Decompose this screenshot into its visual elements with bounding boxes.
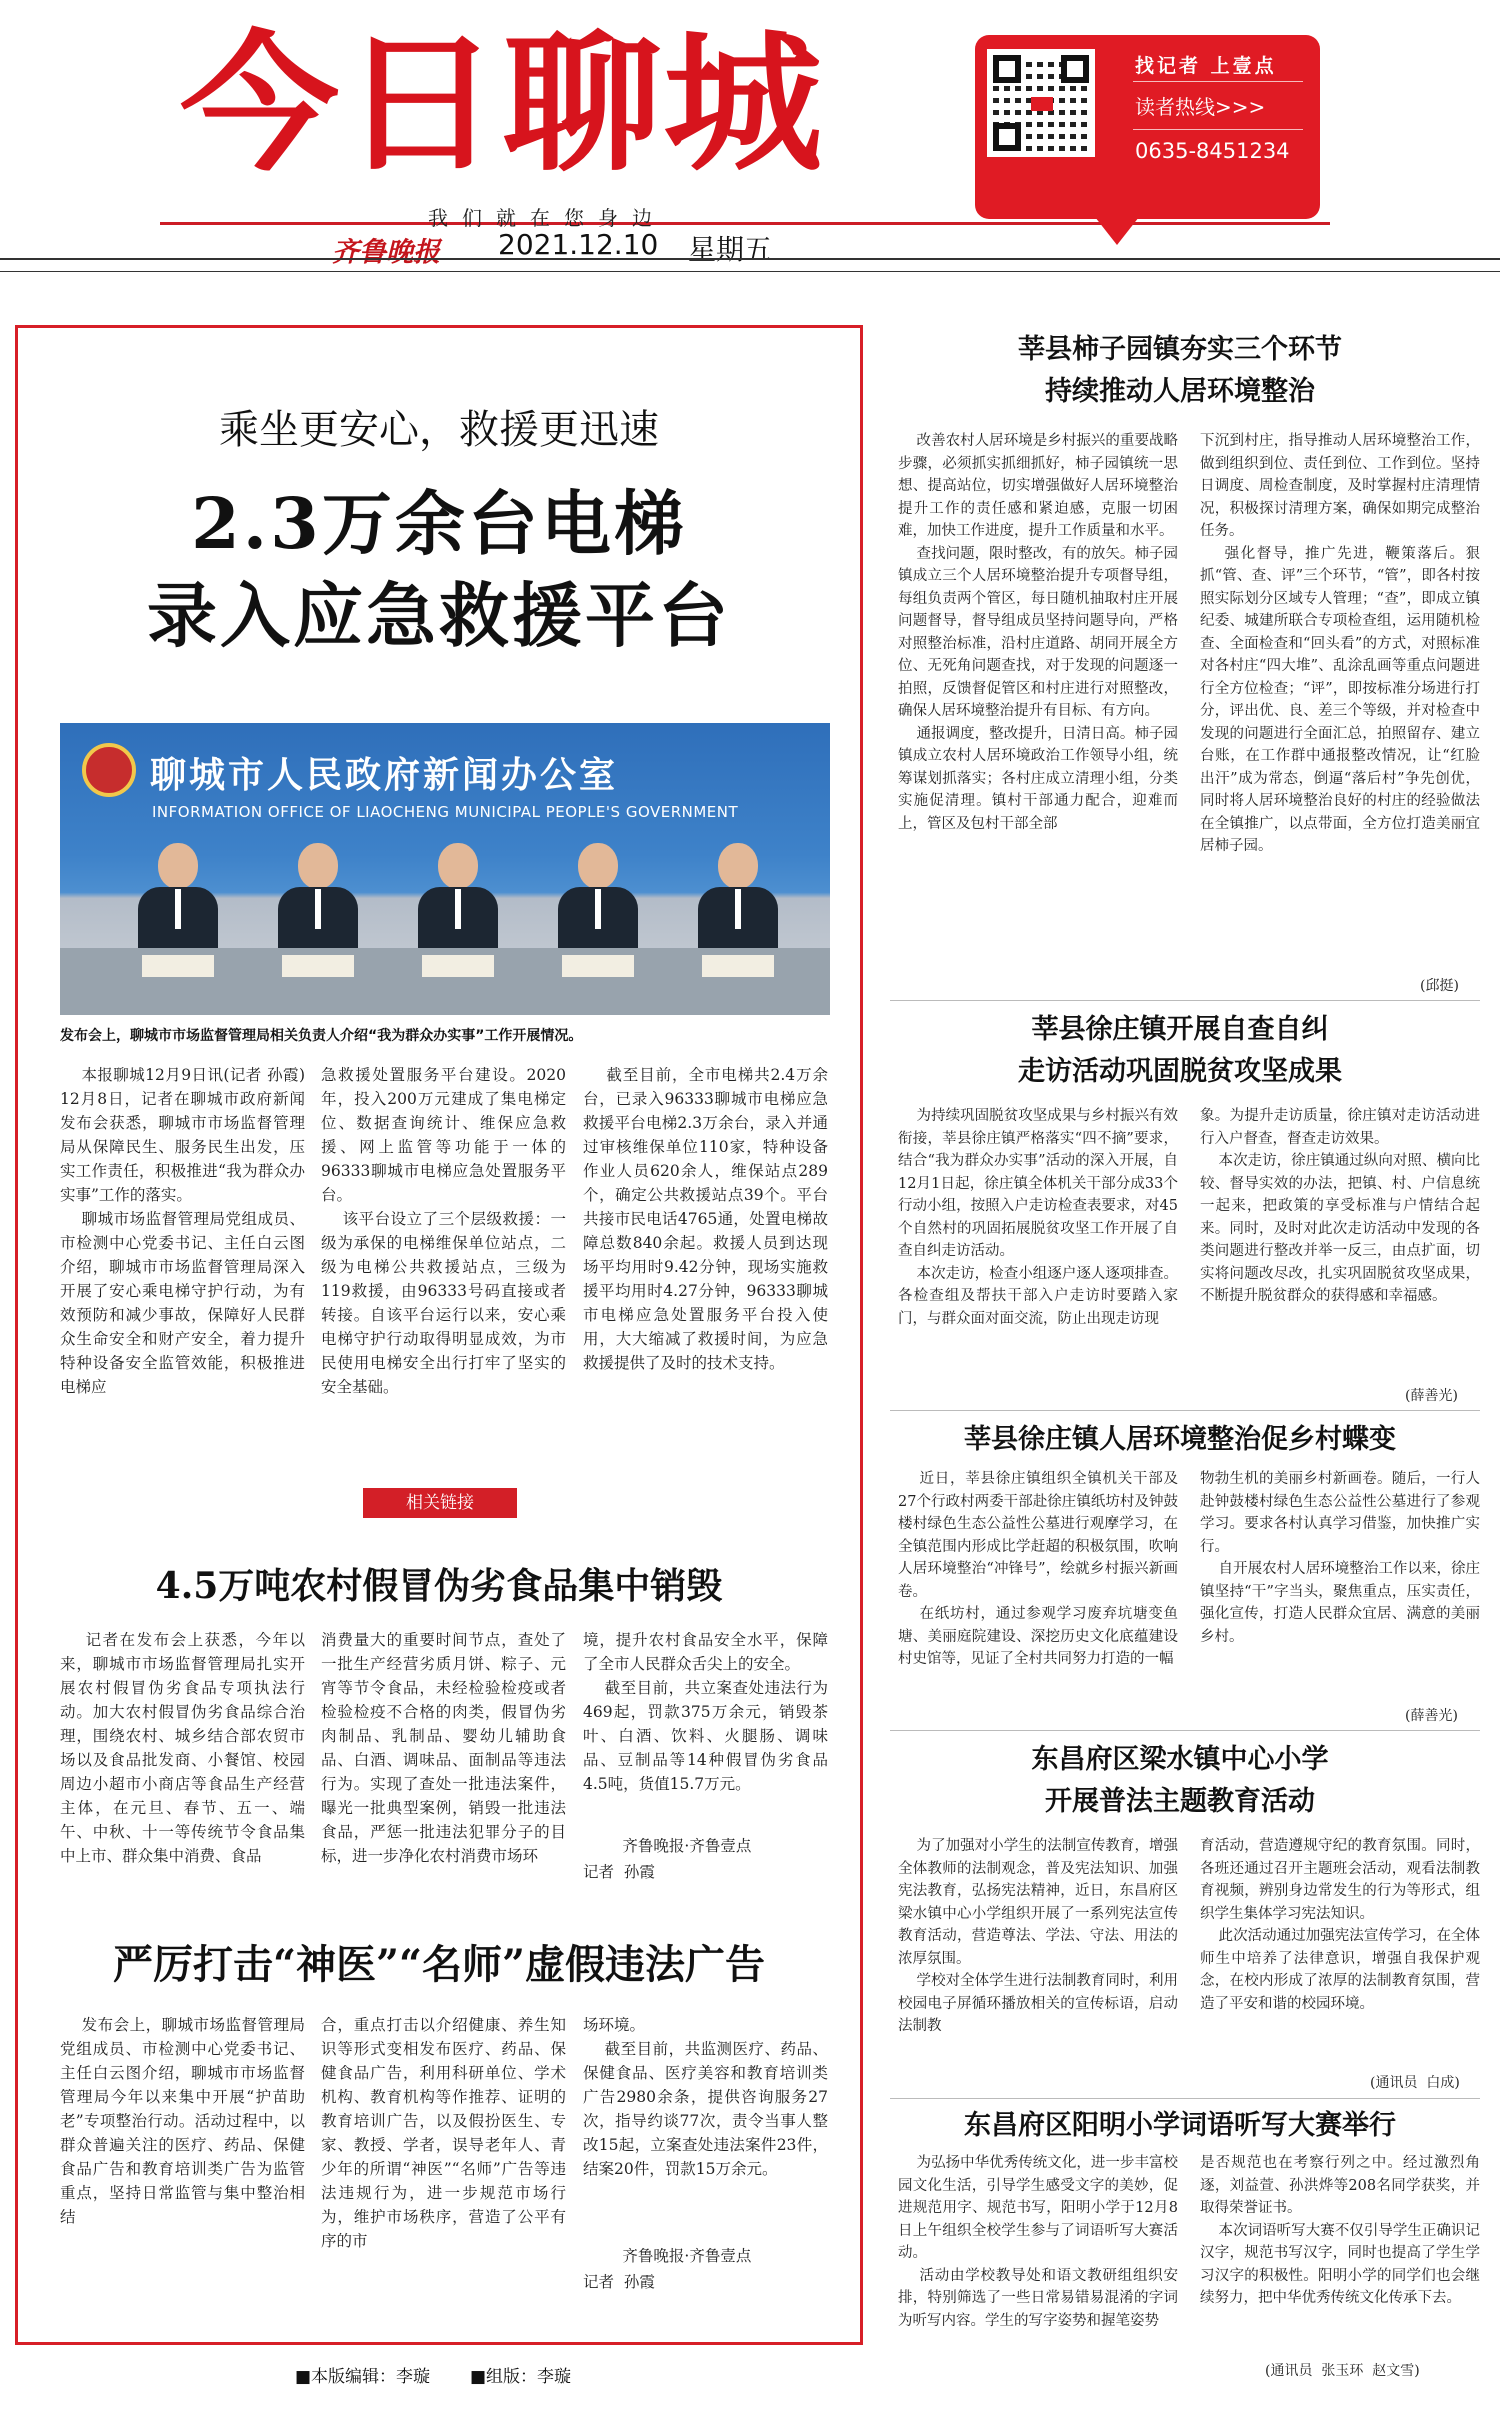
sub-brand-logo: 齐鲁晚报 xyxy=(332,237,440,268)
qr-logo xyxy=(1031,97,1053,111)
footer-layout: ■组版：李璇 xyxy=(470,2367,572,2387)
nameplate xyxy=(702,955,774,977)
story1-body-col1: 记者在发布会上获悉，今年以来，聊城市市场监督管理局扎实开展农村假冒伪劣食品专项执法行动。加大农村假冒伪劣食品综合治理，围绕农村、城乡结合部农贸市场以及食品批发商、小餐馆、校园周边小超市小商店等食品生产经营主体，在元旦、春节、五一、端午、中秋、十一等传统节令食品集中上市、群众集中消费、食品 xyxy=(60,1631,305,1865)
speaker-figure xyxy=(558,843,638,957)
nameplate xyxy=(142,955,214,977)
related-links-tag: 相关链接 xyxy=(363,1488,517,1518)
article4-body-col2: 育活动，营造遵规守纪的教育氛围。同时，各班还通过召开主题班会活动，观看法制教育视频，辨别身边常发生的行为等形式，组织学生集体学习宪法知识。 此次活动通过加强宪法宣传学习，在全体师生中培养了法律意识，增强自我保护观念，在校内形成了浓厚的法制教育氛围，营造了平安和谐的校园环境。 xyxy=(1200,1838,1481,2012)
article4-byline: (通讯员 白成) xyxy=(1370,2075,1460,2091)
masthead-red-rule xyxy=(160,222,1330,225)
story2-body-col3: 场环境。 截至目前，共监测医疗、药品、保健食品、医疗美容和教育培训类广告2980余条，提供咨询服务27次，指导约谈77次，责令当事人整改15起，立案查处违法案件23件，结案20件，罚款15万余元。 xyxy=(583,2016,828,2178)
article5-byline: (通讯员 张玉环 赵文雪) xyxy=(1265,2363,1420,2379)
article3-body-col1: 近日，莘县徐庄镇组织全镇机关干部及27个行政村两委干部赴徐庄镇纸坊村及钟鼓楼村绿色生态公益性公墓进行观摩学习，在全镇范围内形成比学赶超的积极氛围，吹响人居环境整治“冲锋号”，绘就乡村振兴新画卷。 在纸坊村，通过参观学习废弃坑塘变鱼塘、美丽庭院建设、深挖历史文化底蕴建设村史馆等，见证了全村共同努力打造的一幅 xyxy=(898,1471,1179,1667)
article3-body-col2: 物勃生机的美丽乡村新画卷。随后，一行人赴钟鼓楼村绿色生态公益性公墓进行了参观学习。要求各村认真学习借鉴，加快推广实行。 自开展农村人居环境整治工作以来，徐庄镇坚持“干”字当头，聚焦重点，压实责任，强化宣传，打造人民群众宜居、满意的美丽乡村。 xyxy=(1200,1471,1481,1645)
article-separator xyxy=(890,2098,1480,2099)
qr-code-icon[interactable] xyxy=(987,49,1095,157)
lead-body-col2: 急救援处置服务平台建设。2020年，投入200万元建成了集电梯定位、数据查询统计、维保应急救援、网上监管等功能于一体的96333聊城市电梯应急处置服务平台。 该平台设立了三个层级救援：一级为承保的电梯维保单位站点，二级为电梯公共救援站点，三级为119救援，由96333号码直接或者转接。自该平台运行以来，安心乘电梯守护行动取得明显成效，为市民使用电梯安全出行打牢了坚实的安全基础。 xyxy=(321,1066,566,1396)
hotline-slogan: 找记者 上壹点 xyxy=(1135,55,1277,77)
issue-weekday: 星期五 xyxy=(688,233,773,266)
story1-body-col2: 消费量大的重要时间节点，查处了一批生产经营劣质月饼、粽子、元宵等节令食品，未经检验检疫或者检验检疫不合格的肉类，假冒伪劣肉制品、乳制品、婴幼儿辅助食品、白酒、调味品、面制品等违法行为。实现了查处一批违法案件，曝光一批典型案例，销毁一批违法食品，严惩一批违法犯罪分子的目标，进一步净化农村消费市场环 xyxy=(321,1631,566,1865)
story2-byline: 齐鲁晚报·齐鲁壹点 记者 孙霞 xyxy=(583,2247,752,2291)
masthead xyxy=(0,0,1500,300)
article1-byline: (邱挺) xyxy=(1420,978,1459,994)
hotline-label: 读者热线>>> xyxy=(1135,95,1266,119)
story1-headline: 4.5万吨农村假冒伪劣食品集中销毁 xyxy=(155,1565,723,1607)
article4-headline-line1: 东昌府区梁水镇中心小学 xyxy=(1031,1744,1329,1775)
photo-caption: 发布会上，聊城市市场监督管理局相关负责人介绍“我为群众办实事”工作开展情况。 xyxy=(60,1028,583,1044)
article1-body-col2: 下沉到村庄，指导推动人居环境整治工作，做到组织到位、责任到位、工作到位。坚持日调度、周检查制度，及时掌握村庄清理情况，积极探讨清理方案，确保如期完成整治任务。 强化督导，推广先进，鞭策落后。狠抓“管、查、评”三个环节，“管”，即各村按照实际划分区域专人管理；“查”，即成立镇纪委、城建所联合专项检查组，运用随机检查、全面检查和“回头看”的方式，对照标准对各村庄“四大堆”、乱涂乱画等重点问题进行全方位检查；“评”，即按标准分场进行打分，评出优、良、差三个等级，并对检查中发现的问题进行全面汇总，拍照留存、建立台账，在工作群中通报整改情况，让“红脸出汗”成为常态，倒逼“落后村”争先创优，同时将人居环境整治良好的村庄的经验做法在全镇推广，以点带面，全方位打造美丽宜居柿子园。 xyxy=(1200,433,1481,854)
story2-body-col1: 发布会上，聊城市场监督管理局党组成员、市检测中心党委书记、主任白云图介绍，聊城市市场监督管理局今年以来集中开展“护苗助老”专项整治行动。活动过程中，以群众普遍关注的医疗、药品、保健食品广告和教育培训类广告为监管重点，坚持日常监管与集中整治相结 xyxy=(60,2016,305,2226)
article3-headline: 莘县徐庄镇人居环境整治促乡村蝶变 xyxy=(964,1424,1396,1455)
article3-byline: (薛善光) xyxy=(1405,1708,1458,1724)
speaker-figure xyxy=(418,843,498,957)
article4-headline-line2: 开展普法主题教育活动 xyxy=(1045,1786,1315,1817)
slogan: 我们就在您身边 xyxy=(428,206,666,230)
story1-byline: 齐鲁晚报·齐鲁壹点 记者 孙霞 xyxy=(583,1837,752,1881)
lead-story-box xyxy=(15,325,863,2345)
article-separator xyxy=(890,1730,1480,1731)
article2-body-col2: 象。为提升走访质量，徐庄镇对走访活动进行入户督查，督查走访效果。 本次走访，徐庄镇通过纵向对照、横向比较、督导实效的办法，把镇、村、户信息统一起来，把政策的享受标准与户情结合起来。同时，及时对此次走访活动中发现的各类问题进行整改并举一反三，由点扩面，切实将问题改尽改，扎实巩固脱贫攻坚成果，不断提升脱贫群众的获得感和幸福感。 xyxy=(1200,1108,1481,1304)
lead-headline-line2: 录入应急救援平台 xyxy=(147,574,731,657)
article1-headline-line2: 持续推动人居环境整治 xyxy=(1045,376,1315,407)
article4-body-col1: 为了加强对小学生的法制宣传教育，增强全体教师的法制观念，普及宪法知识、加强宪法教育，弘扬宪法精神，近日，东昌府区梁水镇中心小学组织开展了一系列宪法宣传教育活动，营造尊法、学法、守法、用法的浓厚氛围。 学校对全体学生进行法制教育同时，利用校园电子屏循环播放相关的宣传标语，启动法制教 xyxy=(898,1838,1179,2034)
nameplate xyxy=(282,955,354,977)
speaker-figure xyxy=(698,843,778,957)
article1-headline-line1: 莘县柿子园镇夯实三个环节 xyxy=(1018,334,1342,365)
footer-editor: ■本版编辑：李璇 xyxy=(295,2367,431,2387)
speaker-figure xyxy=(278,843,358,957)
lead-body-col3: 截至目前，全市电梯共2.4万余台，已录入96333聊城市电梯应急救援平台电梯2.3万余台，录入并通过审核维保单位110家，特种设备作业人员620余人，维保站点289个，确定公共救援站点39个。平台共接市民电话4765通，处置电梯故障总数840余起。救援人员到达现场平均用时9.42分钟，现场实施救援平均用时4.27分钟，96333聊城市电梯应急处置服务平台投入使用，大大缩减了救援时间，为应急救援提供了及时的技术支持。 xyxy=(583,1066,828,1372)
article2-headline-line2: 走访活动巩固脱贫攻坚成果 xyxy=(1018,1056,1342,1087)
article1-body-col1: 改善农村人居环境是乡村振兴的重要战略步骤，必须抓实抓细抓好，柿子园镇统一思想、提高站位，切实增强做好人居环境整治提升工作的责任感和紧迫感，克服一切困难，加快工作进度，提升工作质量和水平。 查找问题，限时整改，有的放矢。柿子园镇成立三个人居环境整治提升专项督导组，每组负责两个管区，每日随机抽取村庄开展问题督导，督导组成员坚持问题导向，严格对照整治标准，沿村庄道路、胡同开展全方位、无死角问题查找，对于发现的问题逐一拍照，反馈督促管区和村庄进行对照整改，确保人居环境整治提升有目标、有方向。 通报调度，整改提升，日清日高。柿子园镇成立农村人居环境政治工作领导小组，统筹谋划抓落实；各村庄成立清理小组，分类实施促清理。镇村干部通力配合，迎难而上，管区及包村干部全部 xyxy=(898,433,1179,832)
newspaper-logo: 今日聊城 xyxy=(180,18,825,192)
speaker-figure xyxy=(138,843,218,957)
article-separator xyxy=(890,1000,1480,1001)
nameplate xyxy=(562,955,634,977)
masthead-divider xyxy=(0,258,1500,272)
article-separator xyxy=(890,1410,1480,1411)
press-conference-photo xyxy=(60,723,830,1015)
nameplate xyxy=(422,955,494,977)
article5-body-col2: 是否规范也在考察行列之中。经过激烈角逐，刘益萱、孙洪烨等208名同学获奖，并取得荣誉证书。 本次词语听写大赛不仅引导学生正确识记汉字，规范书写汉字，同时也提高了学生学习汉字的积极性。阳明小学的同学们也会继续努力，把中华优秀传统文化传承下去。 xyxy=(1200,2155,1481,2306)
lead-kicker: 乘坐更安心，救援更迅速 xyxy=(219,407,659,453)
story2-body-col2: 合，重点打击以介绍健康、养生知识等形式变相发布医疗、药品、保健食品广告，利用科研单位、学术机构、教育机构等作推荐、证明的教育培训广告，以及假扮医生、专家、教授、学者，误导老年人、青少年的所谓“神医”“名师”广告等违法违规行为，进一步规范市场行为，维护市场秩序，营造了公平有序的市 xyxy=(321,2016,566,2250)
reader-hotline-card xyxy=(975,35,1320,219)
photo-backdrop-subtitle: INFORMATION OFFICE OF LIAOCHENG MUNICIPAL PEOPLE'S GOVERNMENT xyxy=(152,803,739,821)
article5-headline: 东昌府区阳明小学词语听写大赛举行 xyxy=(964,2110,1396,2141)
photo-backdrop-title: 聊城市人民政府新闻办公室 xyxy=(150,755,619,796)
article2-body-col1: 为持续巩固脱贫攻坚成果与乡村振兴有效衔接，莘县徐庄镇严格落实“四不摘”要求，结合“我为群众办实事”活动的深入开展，自12月1日起，徐庄镇全体机关干部分成33个行动小组，按照入户走访检查表要求，对45个自然村的巩固拓展脱贫攻坚工作开展了自查自纠走访活动。 本次走访，检查小组逐户逐人逐项排查。各检查组及帮扶干部入户走访时要踏入家门，与群众面对面交流，防止出现走访现 xyxy=(898,1108,1179,1327)
issue-date: 2021.12.10 xyxy=(498,228,659,261)
government-emblem-icon xyxy=(82,743,136,797)
story1-body-col3: 境，提升农村食品安全水平，保障了全市人民群众舌尖上的安全。 截至目前，共立案查处违法行为469起，罚款375万余元，销毁茶叶、白酒、饮料、火腿肠、调味品、豆制品等14种假冒伪劣食品4.5吨，货值15.7万元。 xyxy=(583,1631,828,1793)
hotline-number: 0635-8451234 xyxy=(1135,139,1290,163)
article5-body-col1: 为弘扬中华优秀传统文化，进一步丰富校园文化生活，引导学生感受文字的美妙，促进规范用字、规范书写，阳明小学于12月8日上午组织全校学生参与了词语听写大赛活动。 活动由学校教导处和语文教研组组织安排，特别筛选了一些日常易错易混淆的字词为听写内容。学生的写字姿势和握笔姿势 xyxy=(898,2155,1179,2329)
lead-body-col1: 本报聊城12月9日讯(记者 孙霞) 12月8日，记者在聊城市政府新闻发布会获悉，聊城市市场监督管理局从保障民生、服务民生出发，压实工作责任，积极推进“我为群众办实事”工作的落实。 聊城市场监督管理局党组成员、市检测中心党委书记、主任白云图介绍，聊城市市场监督管理局深入开展了安心乘电梯守护行动，为有效预防和减少事故，保障好人民群众生命安全和财产安全，着力提升特种设备安全监管效能，积极推进电梯应 xyxy=(60,1066,305,1396)
lead-headline-line1: 2.3万余台电梯 xyxy=(191,482,687,565)
story2-headline: 严厉打击“神医”“名师”虚假违法广告 xyxy=(112,1941,766,1988)
article2-headline-line1: 莘县徐庄镇开展自查自纠 xyxy=(1031,1014,1329,1045)
article2-byline: (薛善光) xyxy=(1405,1388,1458,1404)
